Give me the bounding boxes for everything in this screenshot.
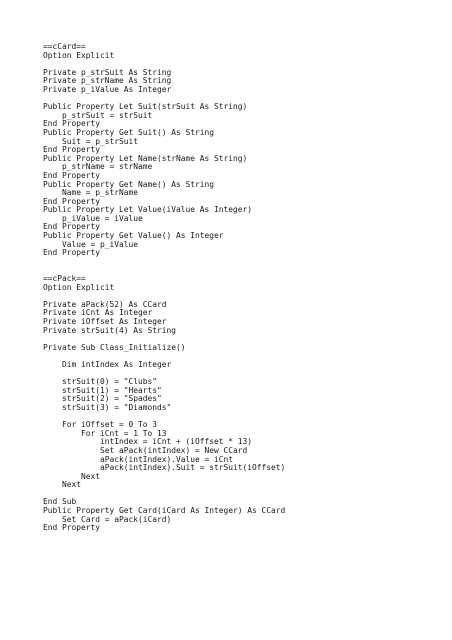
code-line: Next: [43, 471, 101, 481]
code-line: p_iValue = iValue: [43, 213, 143, 223]
code-line: strSuit(1) = "Hearts": [43, 385, 162, 395]
code-line: Private aPack(52) As CCard: [43, 299, 167, 309]
code-line: End Sub: [43, 497, 77, 507]
code-line: End Property: [43, 222, 101, 232]
code-line: Private iOffset As Integer: [43, 317, 167, 326]
code-line: [43, 490, 443, 499]
code-line: aPack(intIndex).Suit = strSuit(iOffset): [43, 463, 286, 473]
code-listing: [43, 43, 443, 533]
code-line: Set Card = aPack(iCard): [43, 514, 172, 524]
code-line: ==cCard==: [43, 42, 86, 51]
code-line: Private p_strName As String: [43, 76, 172, 86]
code-line: Public Property Let Suit(strSuit As String): [43, 102, 248, 112]
code-line: End Property: [43, 170, 101, 180]
code-line: Private strSuit(4) As String: [43, 325, 177, 335]
code-line: Public Property Get Suit() As String: [43, 127, 215, 137]
code-line: For iCnt = 1 To 13: [43, 428, 167, 438]
code-line: Set aPack(intIndex) = New CCard: [43, 445, 248, 455]
code-line: Public Property Let Value(iValue As Integer): [43, 205, 253, 215]
code-line: Private Sub Class_Initialize(): [43, 342, 186, 352]
code-line: [43, 266, 443, 275]
code-line: Option Explicit: [43, 50, 115, 60]
code-line: Private p_iValue As Integer: [43, 84, 172, 94]
code-line: Next: [43, 480, 82, 490]
code-line: p_strName = strName: [43, 162, 153, 172]
code-line: aPack(intIndex).Value = iCnt: [43, 454, 234, 464]
code-line: strSuit(3) = "Diamonds": [43, 402, 172, 412]
code-line: End Property: [43, 196, 101, 206]
code-line: Public Property Let Name(strName As String): [43, 153, 248, 163]
code-line: strSuit(2) = "Spades": [43, 394, 162, 404]
code-line: End Property: [43, 119, 101, 129]
code-line: Private p_strSuit As String: [43, 67, 172, 77]
code-line: Suit = p_strSuit: [43, 136, 139, 146]
code-line: strSuit(0) = "Clubs": [43, 377, 158, 387]
code-line: Private iCnt As Integer: [43, 308, 153, 318]
code-line: p_strSuit = strSuit: [43, 110, 153, 120]
code-line: Option Explicit: [43, 282, 115, 292]
code-line: ==cPack==: [43, 274, 86, 284]
code-line: Dim intIndex As Integer: [43, 359, 172, 369]
code-line: Name = p_strName: [43, 188, 139, 198]
code-line: End Property: [43, 523, 101, 533]
code-line: Public Property Get Name() As String: [43, 179, 215, 189]
code-line: End Property: [43, 145, 101, 155]
code-line: Value = p_iValue: [43, 239, 139, 249]
code-line: [43, 258, 443, 267]
code-line: Public Property Get Value() As Integer: [43, 231, 224, 241]
code-line: Public Property Get Card(iCard As Integer) As CCard: [43, 506, 286, 516]
code-line: End Property: [43, 248, 101, 258]
code-line: For iOffset = 0 To 3: [43, 420, 158, 430]
code-line: intIndex = iCnt + (iOffset * 13): [43, 437, 253, 447]
